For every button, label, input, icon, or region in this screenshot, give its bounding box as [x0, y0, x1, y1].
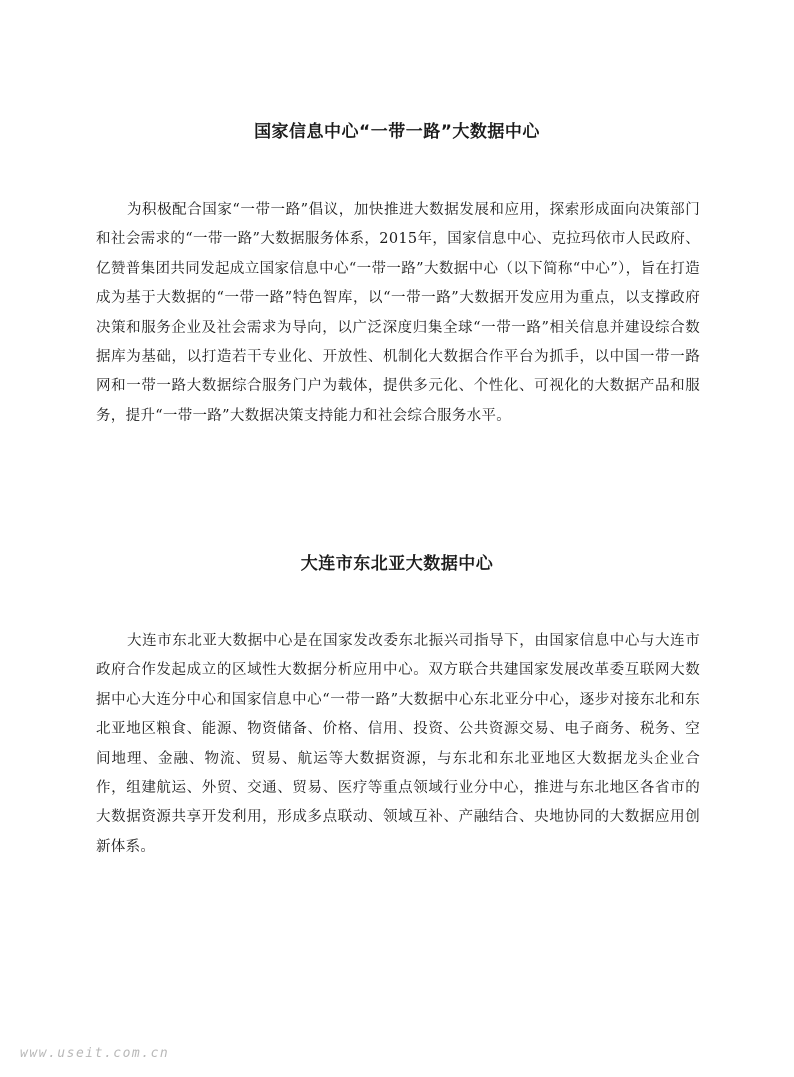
section-1-heading: 国家信息中心“一带一路”大数据中心 [254, 122, 540, 142]
section-2-heading: 大连市东北亚大数据中心 [300, 554, 494, 574]
section-2-body: 大连市东北亚大数据中心是在国家发改委东北振兴司指导下，由国家信息中心与大连市政府合作发起成立的区域性大数据分析应用中心。双方联合共建国家发展改革委互联网大数据中心大连分中心和国家信息中心“一带一路”大数据中心东北亚分中心，逐步对接东北和东北亚地区粮食、能源、物资储备、价格、信用、投资、公共资源交易、电子商务、税务、空间地理、金融、物流、贸易、航运等大数据资源，与东北和东北亚地区大数据龙头企业合作，组建航运、外贸、交通、贸易、医疗等重点领域行业分中心，推进与东北地区各省市的大数据资源共享开发利用，形成多点联动、领域互补、产融结合、央地协同的大数据应用创新体系。 [96, 633, 700, 855]
section-1-body: 为积极配合国家“一带一路”倡议，加快推进大数据发展和应用，探索形成面向决策部门和社会需求的“一带一路”大数据服务体系，2015年，国家信息中心、克拉玛依市人民政府、亿赞普集团共同发起成立国家信息中心“一带一路”大数据中心（以下简称“中心”），旨在打造成为基于大数据的“一带一路”特色智库，以“一带一路”大数据开发应用为重点，以支撑政府决策和服务企业及社会需求为导向，以广泛深度归集全球“一带一路”相关信息并建设综合数据库为基础，以打造若干专业化、开放性、机制化大数据合作平台为抓手，以中国一带一路网和一带一路大数据综合服务门户为载体，提供多元化、个性化、可视化的大数据产品和服务，提升“一带一路”大数据决策支持能力和社会综合服务水平。 [96, 202, 700, 424]
watermark: www.useit.com.cn [20, 1046, 170, 1061]
